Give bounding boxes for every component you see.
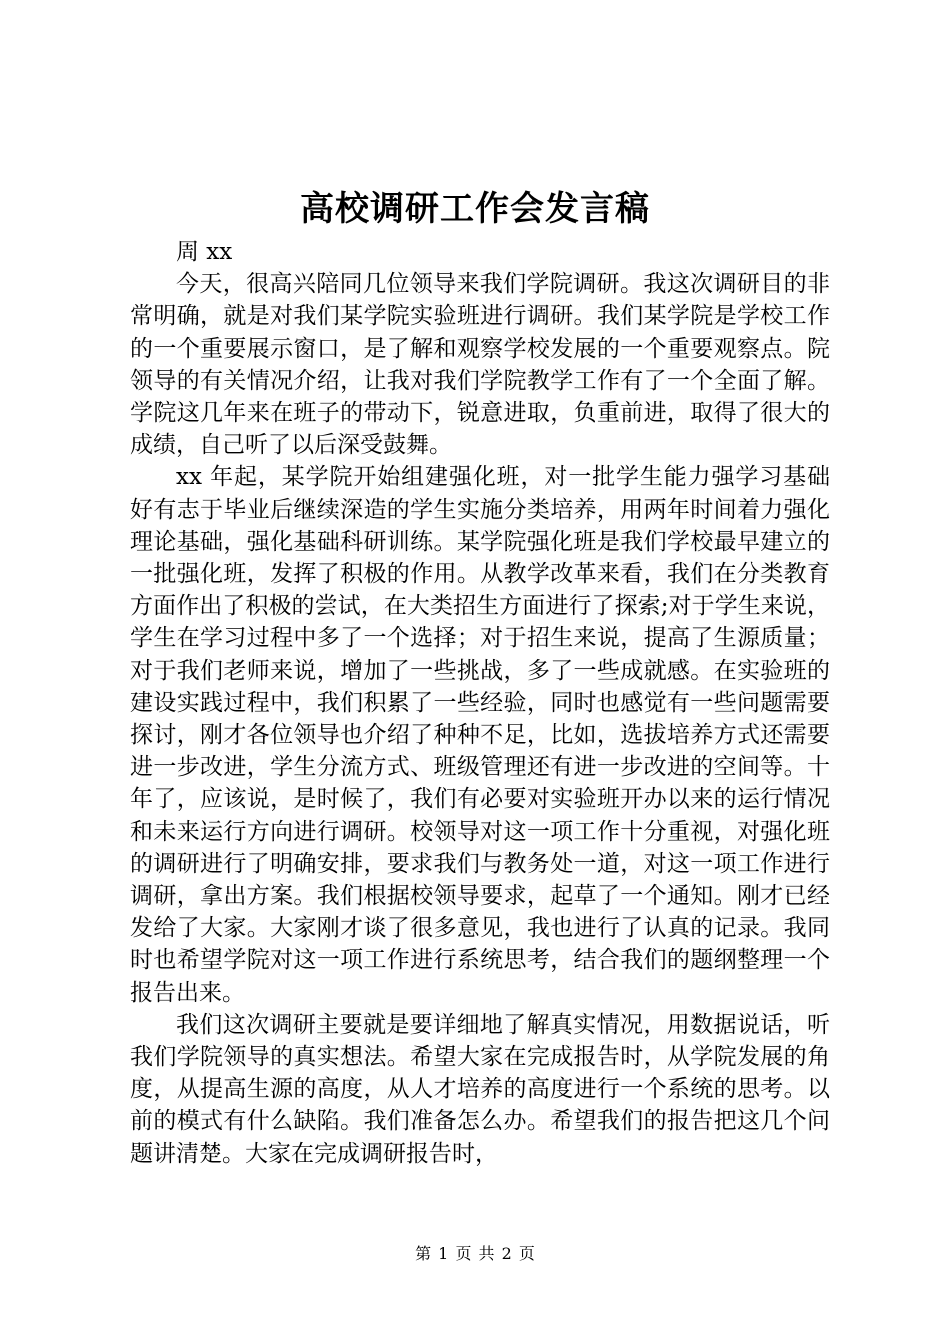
paragraph-3: 我们这次调研主要就是要详细地了解真实情况，用数据说话，听我们学院领导的真实想法。希望大家在完成报告时，从学院发展的角度，从提高生源的高度，从人才培养的高度进行一个系统的思考。以前的模式有什么缺陷。我们准备怎么办。希望我们的报告把这几个问题讲清楚。大家在完成调研报告时， — [130, 1011, 830, 1167]
paragraph-2: xx 年起，某学院开始组建强化班，对一批学生能力强学习基础好有志于毕业后继续深造的学生实施分类培养，用两年时间着力强化理论基础，强化基础科研训练。某学院强化班是我们学校最早建立的一批强化班，发挥了积极的作用。从教学改革来看，我们在分类教育方面作出了积极的尝试，在大类招生方面进行了探索;对于学生来说，学生在学习过程中多了一个选择；对于招生来说，提高了生源质量；对于我们老师来说，增加了一些挑战，多了一些成就感。在实验班的建设实践过程中，我们积累了一些经验，同时也感觉有一些问题需要探讨，刚才各位领导也介绍了种种不足，比如，选拔培养方式还需要进一步改进，学生分流方式、班级管理还有进一步改进的空间等。十年了，应该说，是时候了，我们有必要对实验班开办以来的运行情况和未来运行方向进行调研。校领导对这一项工作十分重视，对强化班的调研进行了明确安排，要求我们与教务处一道，对这一项工作进行调研，拿出方案。我们根据校领导要求，起草了一个通知。刚才已经发给了大家。大家刚才谈了很多意见，我也进行了认真的记录。我同时也希望学院对这一项工作进行系统思考，结合我们的题纲整理一个报告出来。 — [130, 464, 830, 1006]
document-title: 高校调研工作会发言稿 — [300, 189, 650, 229]
document-body — [130, 236, 830, 1170]
author-line: 周 xx — [176, 239, 233, 265]
paragraph-1: 今天，很高兴陪同几位领导来我们学院调研。我这次调研目的非常明确，就是对我们某学院实验班进行调研。我们某学院是学校工作的一个重要展示窗口，是了解和观察学校发展的一个重要观察点。院领导的有关情况介绍，让我对我们学院教学工作有了一个全面了解。学院这几年来在班子的带动下，锐意进取，负重前进，取得了很大的成绩，自己听了以后深受鼓舞。 — [130, 271, 830, 459]
page-footer: 第 1 页 共 2 页 — [415, 1244, 535, 1263]
